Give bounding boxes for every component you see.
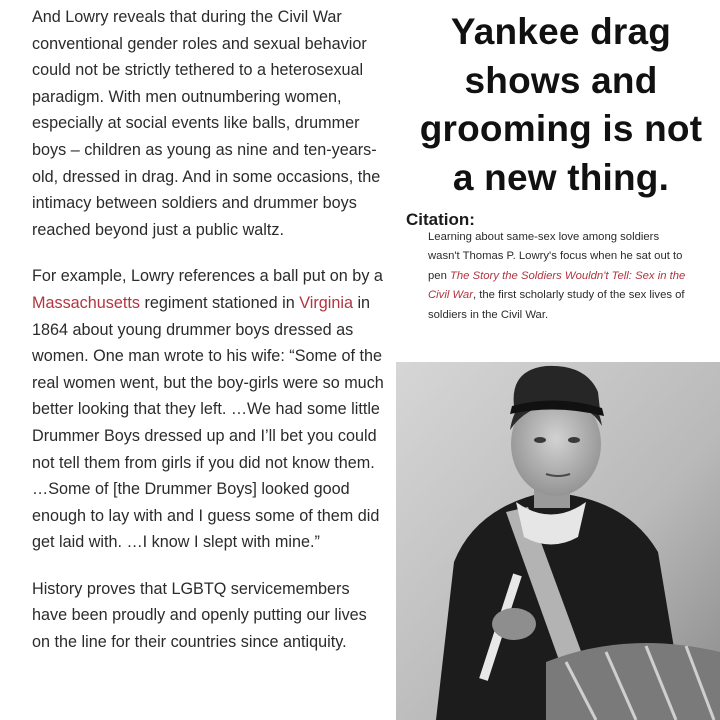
- paragraph-history-proves: History proves that LGBTQ servicemembers have been proudly and openly putting our lives on the line for their countries since antiquity.: [32, 579, 367, 652]
- citation-text-end: , the first scholarly study of the sex lives of soldiers in the Civil War.: [428, 289, 685, 321]
- headline: [400, 8, 720, 202]
- paragraph-lowry-reveals: And Lowry reveals that during the Civil War conventional gender roles and sexual behavior could not be strictly tethered to a heterosexual paradigm. With men outnumbering women, especially at social events like balls, drummer boys – children as young as nine and ten-years-old, dressed in drag. And in some occasions, the intimacy between soldiers and drummer boys reached beyond just a public waltz.: [32, 8, 381, 239]
- massachusetts-link[interactable]: Massachusetts: [32, 293, 140, 312]
- paragraph-text: For example, Lowry references a ball put on by a: [32, 267, 383, 286]
- article-text-column: [32, 4, 384, 656]
- headline-line-2: shows and: [464, 59, 658, 101]
- citation-label: Citation:: [406, 210, 475, 229]
- citation-text: [428, 228, 690, 325]
- virginia-link[interactable]: Virginia: [299, 293, 353, 312]
- paragraph-text: in 1864 about young drummer boys dressed as women. One man wrote to his wife: “Some of the real women went, but the boy-girls were so much better looking that they left. …We had some little Drummer Boys dressed up and I’ll bet you could not tell them from girls if you did not know them. …Some of [the Drummer Boys] looked good enough to lay with and I guess some of them did get laid with. …I know I slept with mine.”: [32, 293, 384, 552]
- drummer-boy-photo: [396, 362, 720, 720]
- paragraph-ball-example: [32, 263, 384, 556]
- book-title-link[interactable]: The Story the Soldiers Wouldn't Tell: Sex in the Civil War: [428, 269, 686, 302]
- headline-line-3: grooming is not: [419, 108, 703, 149]
- headline-line-4: a new thing.: [452, 156, 670, 198]
- headline-line-1: Yankee drag: [450, 11, 672, 52]
- paragraph-text: regiment stationed in: [139, 293, 300, 312]
- citation-text-start: Learning about same-sex love among soldiers wasn't Thomas P. Lowry's focus when he sat out to pen: [428, 231, 683, 282]
